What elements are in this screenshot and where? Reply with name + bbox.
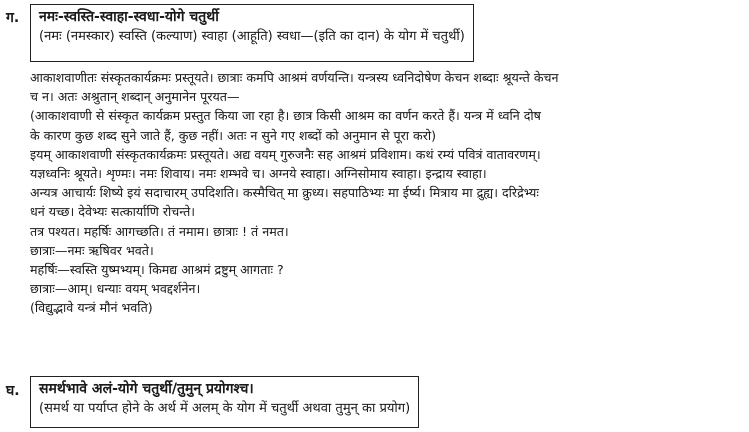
passage-line-2: च न। अतः अश्रुतान् शब्दान् अनुमानेन पूरयत— [30,89,240,105]
passage-body [30,68,745,318]
exercise-line-3: अन्यत्र आचार्यः शिष्ये इयं सदाचारम् उपदिशति। कस्मैचित् मा क्रुध्य। सहपाठिभ्यः मा ईर्ष्य। मित्राय मा द्रुह्य। दरिद्रेभ्यः [30,185,539,201]
dialogue-line-1: छात्राः—नमः ऋषिवर भवते। [30,242,154,258]
dialogue-line-2: महर्षिः—स्वस्ति युष्मभ्यम्। किमद्य आश्रमं द्रष्टुम् आगताः ? [30,262,284,278]
exercise-line-4: धनं यच्छ। देवेभ्यः सत्कार्याणि रोचन्ते। [30,204,196,220]
section-gh-rule-box [30,376,419,428]
translation-line-2: के कारण कुछ शब्द सुने जाते हैं, कुछ नहीं। अतः न सुने गए शब्दों को अनुमान से पूरा करो) [30,127,437,143]
stage-direction: (विद्युद्भावे यन्त्रं मौनं भवति) [30,300,153,316]
exercise-line-5: तत्र पश्यत। महर्षिः आगच्छति। तं नमाम। छात्राः ! तं नमत। [30,223,289,239]
dialogue-line-3: छात्राः—आम्। धन्याः वयम् भवद्दर्शनेन। [30,281,201,297]
section-g-label: ग. [6,10,20,26]
section-gh-label: घ. [6,383,20,399]
passage-line-1: आकाशवाणीतः संस्कृतकार्यक्रमः प्रस्तूयते। छात्राः कमपि आश्रमं वर्णयन्ति। यन्त्रस्य ध्वनिदोषेण केचन शब्दाः श्रूयन्ते केचन [30,70,559,85]
translation-line-1: (आकाशवाणी से संस्कृत कार्यक्रम प्रस्तुत किया जा रहा है। छात्र किसी आश्रम का वर्णन करते हैं। यन्त्र में ध्वनि दोष [30,108,541,124]
section-g-subtitle: (नमः (नमस्कार) स्वस्ति (कल्याण) स्वाहा (आहूति) स्वधा—(इति का दान) के योग में चतुर्थी) [39,29,465,44]
section-g-title: नमः-स्वस्ति-स्वाहा-स्वधा-योगे चतुर्थी [39,9,219,25]
exercise-line-2: यज्ञध्वनिः श्रूयते। शृण्मः। नमः शिवाय। नमः शम्भवे च। अग्नये स्वाहा। अग्निसोमाय स्वाहा। इन्द्राय स्वाहा। [30,166,487,182]
section-gh-subtitle: (समर्थ या पर्याप्त होने के अर्थ में अलम् के योग में चतुर्थी अथवा तुमुन् का प्रयोग) [39,401,411,416]
section-g-rule-box [30,4,474,62]
exercise-line-1: इयम् आकाशवाणी संस्कृतकार्यक्रमः प्रस्तूयते। अद्य वयम् गुरुजनैः सह आश्रमं प्रविशाम। कथं रम्यं पवित्रं वातावरणम्। [30,146,541,162]
section-gh-title: समर्थभावे अलं-योगे चतुर्थी/तुमुन् प्रयोगश्च। [39,381,254,397]
